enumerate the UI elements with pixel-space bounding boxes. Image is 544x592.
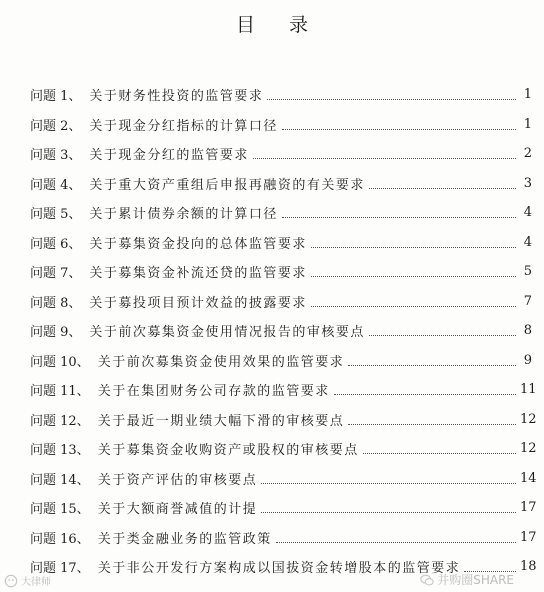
toc-entry-number: 问题 13、	[30, 443, 90, 459]
toc-entry-page: 17	[520, 529, 537, 545]
toc-entry-page: 9	[523, 352, 532, 368]
toc-entry-number: 问题 15、	[30, 502, 90, 518]
toc-entry	[30, 434, 537, 464]
wechat-logo-icon	[4, 574, 18, 588]
toc-dot-leader	[311, 276, 516, 277]
toc-entry-number: 问题 1、	[30, 89, 82, 105]
toc-entry-page: 4	[523, 205, 532, 221]
toc-entry-title: 关于现金分红指标的计算口径	[89, 118, 278, 134]
toc-entry-page: 7	[523, 293, 532, 309]
toc-entry-page: 12	[520, 411, 537, 427]
toc-dot-leader	[253, 158, 516, 159]
toc-entry-page: 11	[520, 382, 537, 398]
toc-entry-title: 关于前次募集资金使用效果的监管要求	[97, 354, 345, 370]
toc-entry	[30, 228, 532, 258]
watermark-left	[4, 573, 51, 588]
toc-entry-number: 问题 16、	[30, 531, 90, 547]
toc-entry-title: 关于募集资金投向的总体监管要求	[89, 236, 307, 252]
toc-dot-leader	[282, 129, 516, 130]
toc-dot-leader	[311, 247, 516, 248]
toc-entry-title: 关于类金融业务的监管政策	[97, 531, 272, 547]
page-title: 目 录	[235, 14, 323, 36]
toc-entry	[30, 139, 532, 169]
toc-dot-leader	[267, 99, 516, 100]
toc-entry-number: 问题 8、	[30, 295, 82, 311]
table-of-contents	[30, 80, 537, 582]
toc-entry-page: 1	[523, 116, 532, 132]
watermark-left-text: 大律师	[21, 577, 51, 588]
toc-dot-leader	[311, 306, 516, 307]
toc-dot-leader	[363, 453, 516, 454]
toc-entry-page: 8	[523, 323, 532, 339]
toc-entry	[30, 110, 532, 140]
toc-entry	[30, 405, 537, 435]
toc-entry-title: 关于前次募集资金使用情况报告的审核要点	[89, 325, 365, 341]
toc-entry-title: 关于在集团财务公司存款的监管要求	[97, 384, 330, 400]
toc-entry-page: 14	[520, 470, 537, 486]
toc-entry-number: 问题 9、	[30, 325, 82, 341]
toc-entry	[30, 346, 532, 376]
toc-entry-page: 12	[520, 441, 537, 457]
toc-entry	[30, 493, 537, 523]
toc-dot-leader	[369, 335, 516, 336]
toc-entry	[30, 169, 532, 199]
toc-entry-number: 问题 3、	[30, 148, 82, 164]
toc-entry-number: 问题 14、	[30, 472, 90, 488]
toc-entry-title: 关于重大资产重组后申报再融资的有关要求	[89, 177, 365, 193]
toc-entry-title: 关于募集资金补流还贷的监管要求	[89, 266, 307, 282]
watermark-right-text: 并购圈SHARE	[437, 573, 514, 587]
toc-dot-leader	[348, 424, 516, 425]
toc-entry-number: 问题 7、	[30, 266, 82, 282]
toc-entry-page: 2	[523, 146, 532, 162]
toc-dot-leader	[282, 217, 516, 218]
toc-entry-page: 5	[523, 264, 532, 280]
toc-dot-leader	[261, 483, 516, 484]
toc-entry-number: 问题 2、	[30, 118, 82, 134]
toc-entry	[30, 375, 537, 405]
toc-entry-page: 1	[523, 87, 532, 103]
toc-entry-title: 关于财务性投资的监管要求	[89, 89, 264, 105]
toc-dot-leader	[334, 394, 516, 395]
toc-entry	[30, 523, 537, 553]
toc-dot-leader	[369, 188, 516, 189]
toc-entry	[30, 316, 532, 346]
toc-entry-title: 关于募投项目预计效益的披露要求	[89, 295, 307, 311]
toc-entry-number: 问题 17、	[30, 561, 90, 577]
toc-dot-leader	[261, 512, 516, 513]
toc-entry-page: 4	[523, 234, 532, 250]
toc-entry	[30, 257, 532, 287]
watermark-right	[420, 571, 514, 588]
toc-entry-page: 3	[523, 175, 532, 191]
toc-entry	[30, 198, 532, 228]
toc-dot-leader	[348, 365, 516, 366]
toc-entry-title: 关于大额商誉减值的计提	[97, 502, 258, 518]
wechat-logo-icon	[420, 573, 434, 587]
toc-entry-title: 关于非公开发行方案构成以国拔资金转增股本的监管要求	[97, 561, 461, 577]
toc-entry	[30, 287, 532, 317]
toc-entry-number: 问题 5、	[30, 207, 82, 223]
toc-dot-leader	[276, 542, 516, 543]
toc-entry-number: 问题 6、	[30, 236, 82, 252]
toc-entry-page: 18	[520, 559, 537, 575]
toc-entry-number: 问题 4、	[30, 177, 82, 193]
toc-entry	[30, 464, 537, 494]
toc-entry-number: 问题 11、	[30, 384, 90, 400]
toc-entry-page: 17	[520, 500, 537, 516]
toc-entry-title: 关于资产评估的审核要点	[97, 472, 258, 488]
toc-entry-title: 关于最近一期业绩大幅下滑的审核要点	[97, 413, 345, 429]
toc-entry-title: 关于现金分红的监管要求	[89, 148, 249, 164]
toc-entry-number: 问题 10、	[30, 354, 90, 370]
toc-entry-number: 问题 12、	[30, 413, 90, 429]
toc-entry-title: 关于累计债券余额的计算口径	[89, 207, 278, 223]
toc-entry-title: 关于募集资金收购资产或股权的审核要点	[97, 443, 359, 459]
toc-entry	[30, 80, 532, 110]
